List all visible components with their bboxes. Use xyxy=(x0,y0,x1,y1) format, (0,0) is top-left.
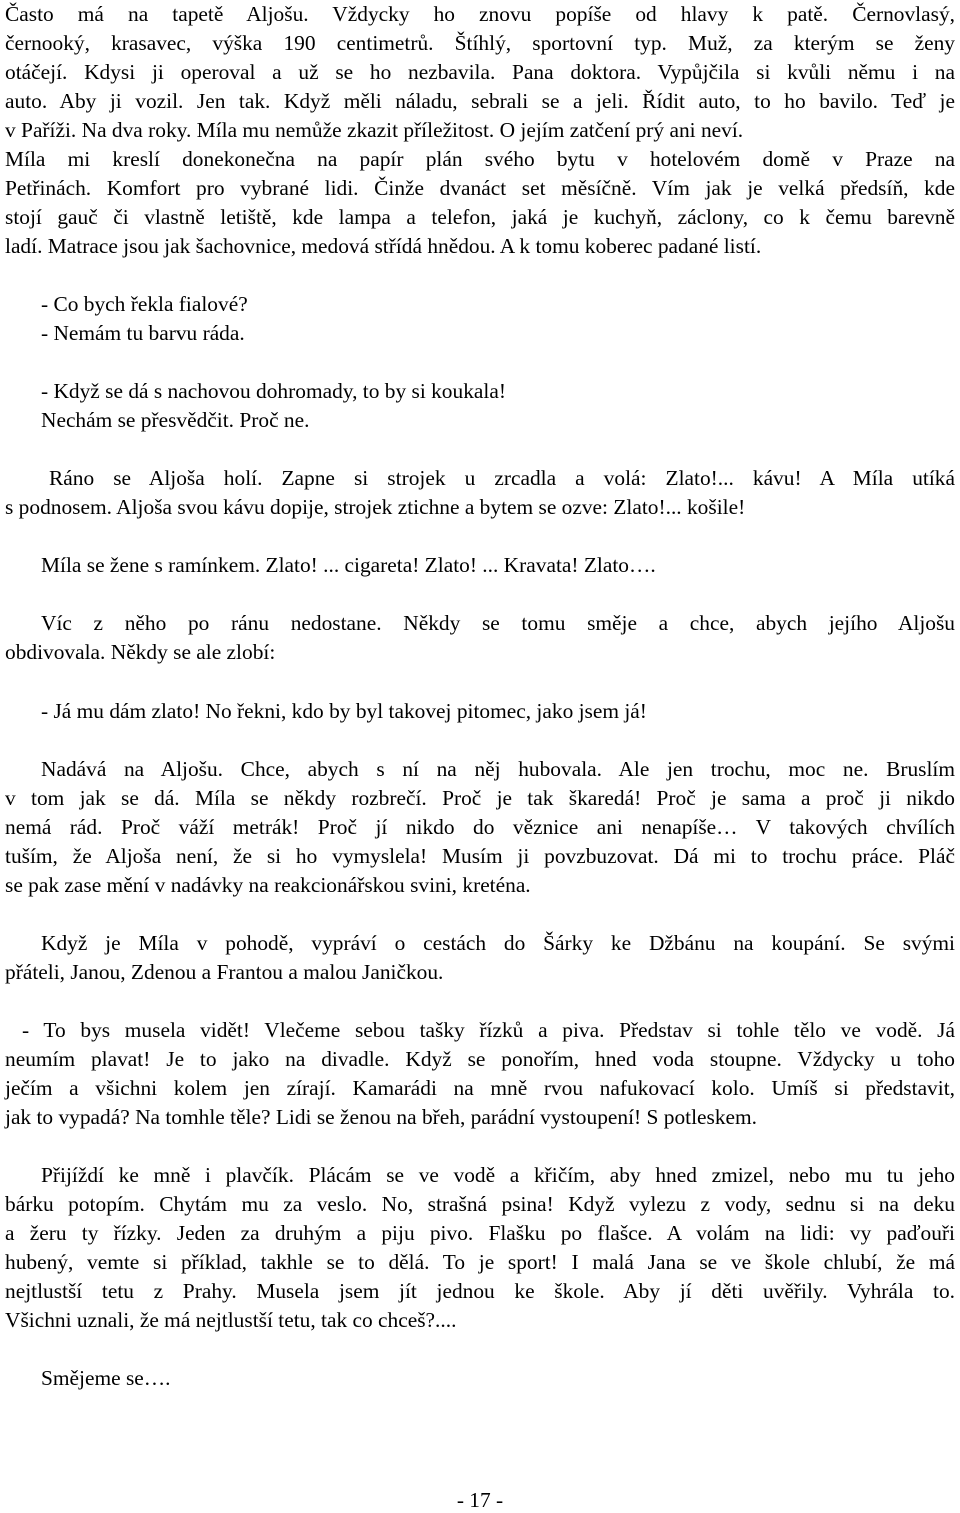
text-line: se pak zase mění v nadávky na reakcionářskou svini, kreténa. xyxy=(5,873,531,897)
dialogue-line: - Když se dá s nachovou dohromady, to by si koukala! xyxy=(41,379,506,403)
text-line: Míla mi kreslí donekonečna na papír plán svého bytu v hotelovém domě v Praze na xyxy=(5,147,955,171)
text-line: černooký, krasavec, výška 190 centimetrů. Štíhlý, sportovní typ. Muž, za kterým se ženy xyxy=(5,31,955,55)
paragraph-first-line: Když je Míla v pohodě, vypráví o cestách do Šárky ke Džbánu na koupání. Se svými xyxy=(41,931,955,955)
text-line: jak to vypadá? Na tomhle těle? Lidi se ženou na břeh, parádní vystoupení! S potleskem. xyxy=(5,1105,758,1129)
text-line: Nechám se přesvědčit. Proč ne. xyxy=(41,408,310,432)
text-line: Smějeme se…. xyxy=(41,1366,171,1390)
dialogue-line: - Co bych řekla fialové? xyxy=(41,292,248,316)
text-line: Petřinách. Komfort pro vybrané lidi. Činže dvanáct set měsíčně. Vím jak je velká předsíň, kde xyxy=(5,176,955,200)
text-line: bárku potopím. Chytám mu za veslo. No, strašná psina! Když vylezu z vody, sednu si na deku xyxy=(5,1192,955,1216)
paragraph-first-line: Nadává na Aljošu. Chce, abych s ní na něj hubovala. Ale jen trochu, moc ne. Bruslím xyxy=(41,757,955,781)
text-line: Všichni uznali, že má nejtlustší tetu, tak co chceš?.... xyxy=(5,1308,457,1332)
text-line: otáčejí. Kdysi ji operoval a už se ho nezbavila. Pana doktora. Vypůjčila si kvůli němu i na xyxy=(5,60,955,84)
page-number: - 17 - xyxy=(456,1488,504,1512)
text-line: v Paříži. Na dva roky. Míla mu nemůže zkazit příležitost. O jejím zatčení prý ani neví. xyxy=(5,118,744,142)
text-line: přáteli, Janou, Zdenou a Frantou a malou Janičkou. xyxy=(5,960,444,984)
text-line: ječím a všichni kolem jen zírají. Kamarádi na mně rvou nafukovací kolo. Umíš si představit, xyxy=(5,1076,955,1100)
text-line: Míla se žene s ramínkem. Zlato! ... cigareta! Zlato! ... Kravata! Zlato…. xyxy=(41,553,656,577)
text-line: nejtlustší tetu z Prahy. Musela jsem jít jednou ke škole. Aby jí děti uvěřily. Vyhrála to. xyxy=(5,1279,955,1303)
text-line: tuším, že Aljoša není, že si ho vymyslela! Musím ji povzbuzovat. Dá mi to trochu práce. Pláč xyxy=(5,844,955,868)
paragraph-first-line: Víc z něho po ránu nedostane. Někdy se tomu směje a chce, abych jejího Aljošu xyxy=(41,611,955,635)
text-line: ladí. Matrace jsou jak šachovnice, medová střídá hnědou. A k tomu koberec padané listí. xyxy=(5,234,762,258)
paragraph-first-line: Ráno se Aljoša holí. Zapne si strojek u zrcadla a volá: Zlato!... kávu! A Míla utíká xyxy=(49,466,955,490)
text-line: auto. Aby ji vozil. Jen tak. Když měli náladu, sebrali se a jeli. Řídit auto, to ho bavilo. Teď je xyxy=(5,89,955,113)
text-line: v tom jak se dá. Míla se někdy rozbrečí. Proč je tak škaredá! Proč je sama a proč ji nikdo xyxy=(5,786,955,810)
text-line: s podnosem. Aljoša svou kávu dopije, strojek ztichne a bytem se ozve: Zlato!... košile! xyxy=(5,495,746,519)
dialogue-line: - Nemám tu barvu ráda. xyxy=(41,321,245,345)
text-line: nemá rád. Proč váží metrák! Proč jí nikdo do věznice ani nenapíše… V takových chvílích xyxy=(5,815,955,839)
text-line: obdivovala. Někdy se ale zlobí: xyxy=(5,640,276,664)
text-line: a žeru ty řízky. Jeden za druhým a piju pivo. Flašku po flašce. A volám na lidi: vy paďouři xyxy=(5,1221,955,1245)
text-line: stojí gauč či vlastně letiště, kde lampa a telefon, jaká je kuchyň, záclony, co k čemu barevně xyxy=(5,205,955,229)
dialogue-line: - Já mu dám zlato! No řekni, kdo by byl takovej pitomec, jako jsem já! xyxy=(41,699,647,723)
text-line: Často má na tapetě Aljošu. Vždycky ho znovu popíše od hlavy k patě. Černovlasý, xyxy=(5,2,955,26)
paragraph-first-line: Přijíždí ke mně i plavčík. Plácám se ve vodě a křičím, aby hned zmizel, nebo mu tu jeho xyxy=(41,1163,955,1187)
dialogue-line: - To bys musela vidět! Vlečeme sebou tašky řízků a piva. Představ si tohle tělo ve vodě. Já xyxy=(22,1018,955,1042)
text-line: hubený, vemte si příklad, takhle se to dělá. To je sport! I malá Jana se ve škole chlubí, že má xyxy=(5,1250,955,1274)
text-line: neumím plavat! Je to jako na divadle. Když se ponořím, hned voda stoupne. Vždycky u toho xyxy=(5,1047,955,1071)
